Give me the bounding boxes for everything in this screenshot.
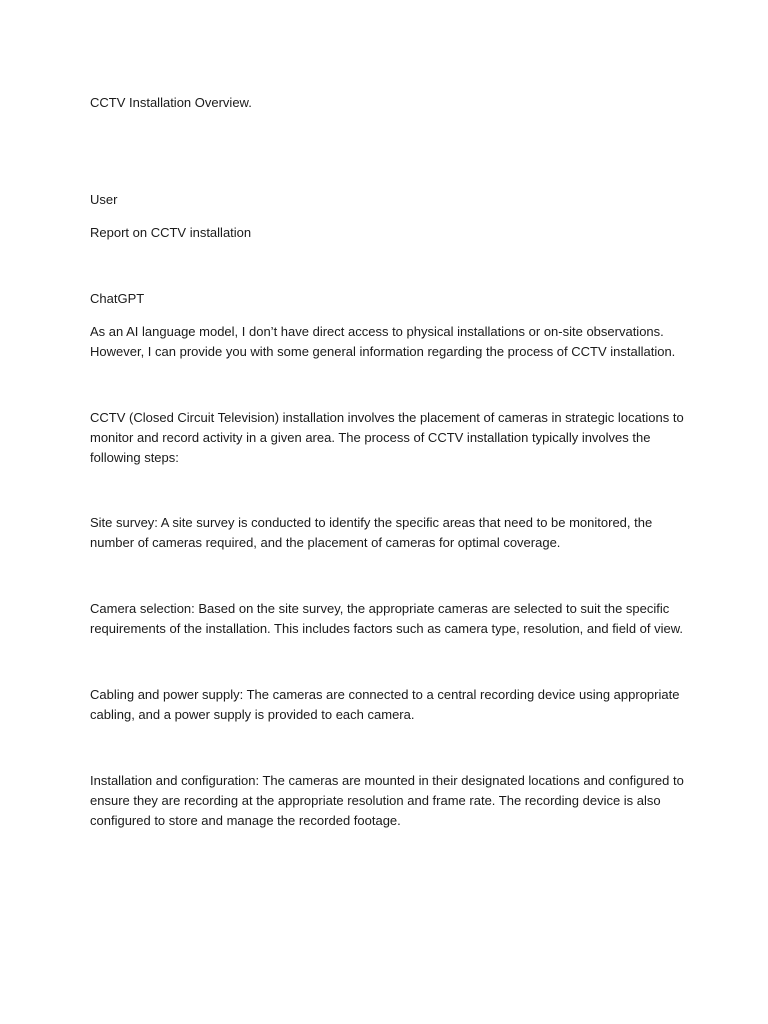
installation-line: configured to store and manage the recorded footage. <box>90 813 401 828</box>
installation-paragraph <box>90 771 690 831</box>
cabling-line: cabling, and a power supply is provided to each camera. <box>90 707 415 722</box>
camera-selection-line: Camera selection: Based on the site survey, the appropriate cameras are selected to suit the specific <box>90 601 670 616</box>
assistant-label: ChatGPT <box>90 291 145 306</box>
intro-paragraph <box>90 322 690 362</box>
overview-line: monitor and record activity in a given area. The process of CCTV installation typically involves the <box>90 430 651 445</box>
overview-paragraph <box>90 408 690 468</box>
site-survey-paragraph <box>90 513 690 553</box>
intro-line: However, I can provide you with some general information regarding the process of CCTV installation. <box>90 344 676 359</box>
cabling-line: Cabling and power supply: The cameras are connected to a central recording device using appropriate <box>90 687 680 702</box>
user-label: User <box>90 192 118 207</box>
camera-selection-paragraph <box>90 599 690 639</box>
site-survey-line: number of cameras required, and the placement of cameras for optimal coverage. <box>90 535 561 550</box>
overview-line: CCTV (Closed Circuit Television) installation involves the placement of cameras in strategic locations to <box>90 410 684 425</box>
intro-line: As an AI language model, I don’t have direct access to physical installations or on-site observations. <box>90 324 664 339</box>
site-survey-line: Site survey: A site survey is conducted to identify the specific areas that need to be monitored, the <box>90 515 653 530</box>
camera-selection-line: requirements of the installation. This includes factors such as camera type, resolution, and field of view. <box>90 621 684 636</box>
user-prompt: Report on CCTV installation <box>90 225 252 240</box>
installation-line: Installation and configuration: The cameras are mounted in their designated locations and configured to <box>90 773 684 788</box>
document-title: CCTV Installation Overview. <box>90 95 252 110</box>
installation-line: ensure they are recording at the appropriate resolution and frame rate. The recording device is also <box>90 793 661 808</box>
overview-line: following steps: <box>90 450 179 465</box>
cabling-paragraph <box>90 685 690 725</box>
